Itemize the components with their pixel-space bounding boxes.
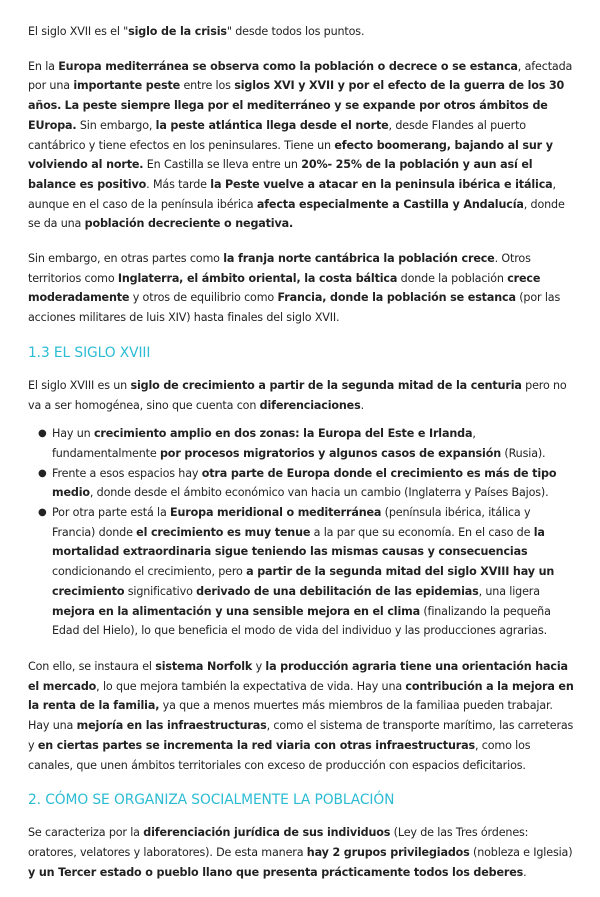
paragraph-other-regions: Sin embargo, en otras partes como la franja norte cantábrica la población crece. Otros territorios como Inglaterra, el ámbito oriental, la costa báltica donde la población crece moderadamente y otros de equilibrio como Francia, donde la población se estanca (por las acciones militares de luis XIV) hasta finales del siglo XVII. bbox=[28, 252, 561, 325]
paragraph-mediterranean: En la Europa mediterránea se observa como la población o decrece o se estanca, afectada por una importante peste entre los siglos XVI y XVII y por el efecto de la guerra de los 30 años. La peste siempre llega por el mediterráneo y se expande por otros ámbitos de EUropa. Sin embargo, la peste atlántica llega desde el norte, desde Flandes al puerto cantábrico y tiene efectos en los peninsulares. Tiene un efecto boomerang, bajando al sur y volviendo al norte. En Castilla se lleva entre un 20%- 25% de la población y aun así el balance es positivo. Más tarde la Peste vuelve a atacar en la peninsula ibérica e itálica, aunque en el caso de la península ibérica afecta especialmente a Castilla y Andalucía, donde se da una población decreciente o negativa. bbox=[28, 59, 573, 231]
paragraph-social: Se caracteriza por la diferenciación jurídica de sus individuos (Ley de las Tres órdenes: oratores, velatores y laboratores). De esta manera hay 2 grupos privilegiados (nobleza e Iglesia) y un Tercer estado o pueblo llano que presenta prácticamente todos los deberes. bbox=[28, 826, 573, 879]
document-page bbox=[28, 22, 574, 897]
paragraph-intro: El siglo XVII es el "siglo de la crisis" desde todos los puntos. bbox=[28, 25, 365, 38]
bullet-icon: ● bbox=[38, 507, 47, 519]
bullet-icon: ● bbox=[38, 467, 47, 479]
list-item: ● Hay un crecimiento amplio en dos zonas: la Europa del Este e Irlanda, fundamentalmente por procesos migratorios y algunos casos de expansión (Rusia). bbox=[52, 424, 574, 463]
bullet-list bbox=[28, 424, 574, 641]
paragraph-norfolk: Con ello, se instaura el sistema Norfolk y la producción agraria tiene una orientación hacia el mercado, lo que mejora también la expectativa de vida. Hay una contribución a la mejora en la renta de la familia, ya que a menos muertes más miembros de la familiaa pueden trabajar. Hay una mejoría en las infraestructuras, como el sistema de transporte marítimo, las carreteras y en ciertas partes se incrementa la red viaria con otras infraestructuras, como los canales, que unen ámbitos territoriales con exceso de producción con espacios deficitarios. bbox=[28, 659, 574, 772]
list-item: ● Frente a esos espacios hay otra parte de Europa donde el crecimiento es más de tipo medio, donde desde el ámbito económico van hacia un cambio (Inglaterra y Países Bajos). bbox=[52, 464, 574, 503]
section-heading-organizacion-social: 2. CÓMO SE ORGANIZA SOCIALMENTE LA POBLACIÓN bbox=[28, 792, 395, 809]
bullet-icon: ● bbox=[38, 428, 47, 440]
section-heading-siglo-xviii: 1.3 EL SIGLO XVIII bbox=[28, 344, 151, 361]
list-item: ● Por otra parte está la Europa meridional o mediterránea (península ibérica, itálica y Francia) donde el crecimiento es muy tenue a la par que su economía. En el caso de la mortalidad extraordinaria sigue teniendo las mismas causas y consecuencias condicionando el crecimiento, pero a partir de la segunda mitad del siglo XVIII hay un crecimiento significativo derivado de una debilitación de las epidemias, una ligera mejora en la alimentación y una sensible mejora en el clima (finalizando la pequeña Edad del Hielo), lo que beneficia el modo de vida del individuo y las producciones agrarias. bbox=[52, 503, 574, 641]
paragraph-siglo-xviii: El siglo XVIII es un siglo de crecimiento a partir de la segunda mitad de la centuria pero no va a ser homogénea, sino que cuenta con diferenciaciones. bbox=[28, 378, 567, 412]
